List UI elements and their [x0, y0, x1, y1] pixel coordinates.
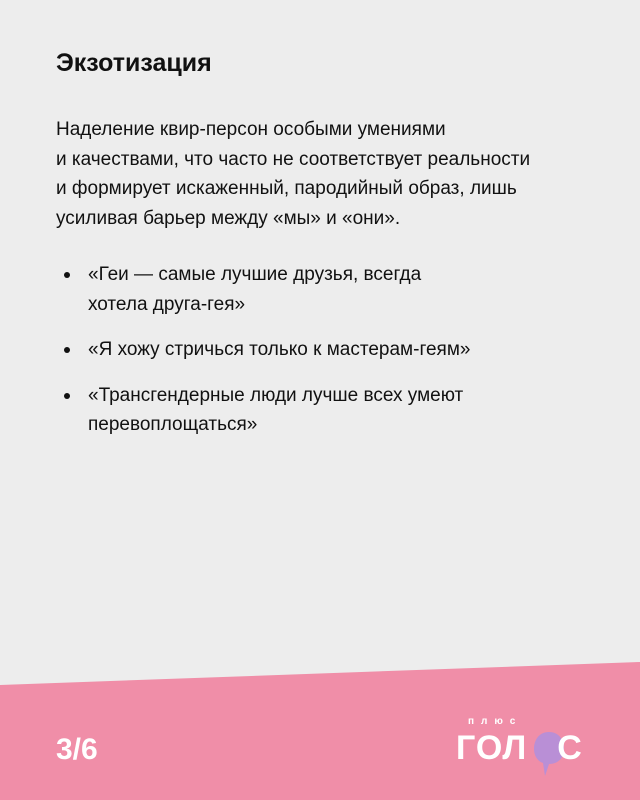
- quote-line: «Трансгендерные люди лучше всех умеют: [88, 384, 464, 406]
- golos-logo: [452, 716, 592, 778]
- quote-line: перевоплощаться»: [88, 414, 258, 435]
- logo-text-part2: С: [557, 729, 583, 767]
- definition-line: Наделение квир-персон особыми умениями: [56, 119, 446, 140]
- page-counter: 3/6: [56, 733, 98, 766]
- quote-line: хотела друга-гея»: [88, 293, 246, 315]
- definition-line: и формирует искаженный, пародийный образ, лишь: [56, 178, 517, 199]
- logo-small-text: плюс: [468, 716, 523, 727]
- quote-line: «Геи — самые лучшие друзья, всегда: [88, 264, 422, 285]
- definition-line: усиливая барьер между «мы» и «они».: [56, 207, 401, 229]
- quote-line: «Я хожу стричься только к мастерам-геям»: [88, 339, 471, 360]
- logo-text-part1: ГОЛ: [456, 729, 528, 767]
- definition-line: и качествами, что часто не соответствует реальности: [56, 148, 531, 170]
- logo-main-text: [456, 728, 583, 768]
- slide-title: Экзотизация: [56, 49, 212, 77]
